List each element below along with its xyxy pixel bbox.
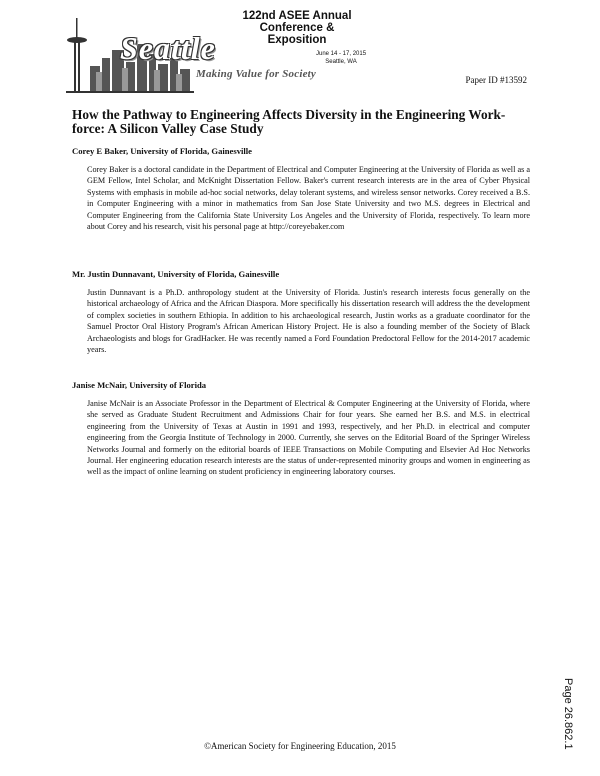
author-section-1: [72, 146, 530, 232]
author-bio: Corey Baker is a doctoral candidate in the Department of Electrical and Computer Engineering at the University of Florida as well as a GEM Fellow, Intel Scholar, and McKnight Dissertation Fellow. Baker's current research interests are in the area of Cyber Physical Systems with emphasis in mobile ad-hoc social networks, delay tolerant systems, and wireless sensor networks. Corey received a B.S. in Computer Engineering with a minor in mathematics from San Jose State University and two M.S. degrees in Electrical and Computer Engineering from the California State University Los Angeles and the University of Florida, respectively. To learn more about Corey and his research, visit his personal page at http://coreyebaker.com: [87, 165, 530, 232]
conference-tagline: Making Value for Society: [196, 68, 316, 80]
logo-text: Seattle: [120, 30, 216, 66]
author-name: Corey E Baker, University of Florida, Gainesville: [72, 146, 252, 156]
author-name: Janise McNair, University of Florida: [72, 380, 207, 390]
author-name: Mr. Justin Dunnavant, University of Florida, Gainesville: [72, 269, 280, 279]
page-number: Page 26.862.1: [562, 678, 574, 750]
conference-meta: [316, 51, 366, 66]
author-section-3: [72, 380, 530, 478]
paper-title: How the Pathway to Engineering Affects Diversity in the Engineering Work-force: A Silicon Valley Case Study: [72, 107, 506, 136]
copyright-footer: ©American Society for Engineering Education, 2015: [204, 741, 396, 751]
conference-location: Seattle, WA: [325, 58, 357, 65]
conference-dates: June 14 - 17, 2015: [316, 51, 367, 57]
author-bio: Justin Dunnavant is a Ph.D. anthropology student at the University of Florida. Justin's research interests focus generally on the historical archaeology of Africa and the African Diaspora. More specifically his dissertation research will address the the development of complex societies in southern Ethiopia. In addition to his archaeological research, Justin works as a graduate coordinator for the Samuel Proctor Oral History Program's African American History Project. He is also a founding member of the Society of Black Archaeologists and blogs for GradHacker. He was recently named a Ford Foundation Predoctoral Fellow for the 2014-2017 academic years.: [87, 288, 530, 355]
author-section-2: [72, 269, 530, 355]
conference-title: 122nd ASEE Annual Conference & Exposition: [242, 10, 352, 46]
paper-id: Paper ID #13592: [465, 75, 527, 85]
author-bio: Janise McNair is an Associate Professor in the Department of Electrical & Computer Engineering at the University of Florida, where she served as Graduate Student Recruitment and Admissions Chair for four years. She earned her B.S. and M.S. in electrical engineering from the University of Texas at Austin in 1991 and 1993, respectively, and her Ph.D. in electrical and computer engineering from the Georgia Institute of Technology in 2000. Currently, she serves on the Editorial Board of the Springer Wireless Networks Journal and formerly on the editorial boards of IEEE Transactions on Mobile Computing and Elsevier Ad Hoc Networks Journal. Her engineering education research interests are the status of under-represented minority groups and women in engineering as well as the impact of online learning on student proficiency in engineering laboratory courses.: [87, 399, 530, 477]
